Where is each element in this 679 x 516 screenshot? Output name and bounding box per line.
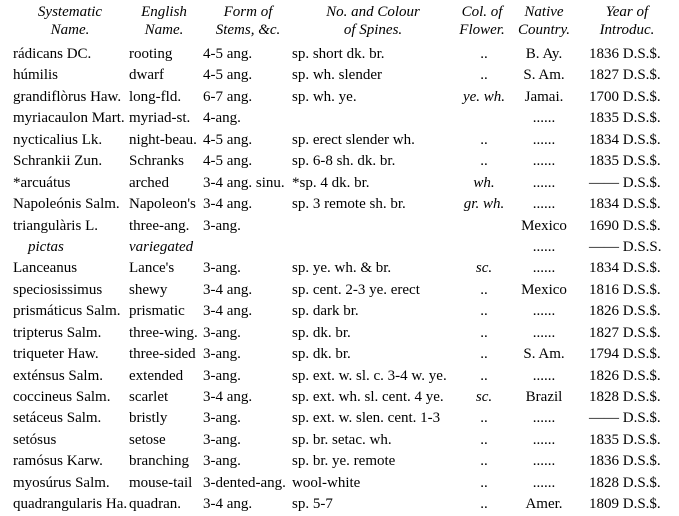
header-line: Stems, &c. [215, 22, 281, 38]
systematic-name-cell: setósus [13, 431, 57, 448]
english-name-cell: Napoleon's [129, 196, 196, 213]
english-name-cell: shewy [129, 281, 168, 298]
native-country-cell: ...... [532, 367, 556, 384]
native-country-cell: ...... [532, 131, 556, 148]
stem-form-cell: 3-ang. [203, 410, 241, 427]
flower-colour-cell: .. [480, 367, 488, 384]
systematic-name-cell: tripterus Salm. [13, 324, 102, 341]
table-row [0, 344, 679, 365]
spines-cell: *sp. 4 dk. br. [292, 174, 370, 191]
flower-colour-cell: sc. [475, 260, 493, 277]
year-introduced-cell: 1834 D.S.$. [589, 131, 661, 148]
header-line: Native [524, 4, 564, 20]
stem-form-cell: 3-ang. [203, 431, 241, 448]
spines-cell: sp. br. setac. wh. [292, 431, 392, 448]
year-introduced-cell: 1835 D.S.$. [589, 431, 661, 448]
native-country-cell: S. Am. [523, 67, 565, 84]
stem-form-cell: 4-5 ang. [203, 46, 253, 62]
systematic-name-cell: setáceus Salm. [13, 410, 102, 427]
year-introduced-cell: 1816 D.S.$. [589, 281, 661, 298]
year-introduced-cell: 1835 D.S.$. [589, 110, 661, 127]
systematic-name-cell: Napoleónis Salm. [13, 196, 120, 213]
year-introduced-cell: 1827 D.S.$. [589, 324, 661, 341]
table-header [0, 0, 679, 44]
header-line: Flower. [459, 22, 505, 38]
systematic-name-cell: speciosissimus [13, 281, 103, 298]
native-country-cell: ...... [532, 174, 556, 191]
year-introduced-cell: 1834 D.S.$. [589, 196, 661, 213]
header-line: Year of [605, 4, 649, 20]
native-country-cell: ...... [532, 110, 556, 127]
native-country-cell: Jamai. [524, 88, 564, 105]
header-line: Systematic [37, 4, 103, 20]
spines-cell: sp. erect slender wh. [292, 131, 415, 148]
native-country-cell: ...... [532, 238, 556, 255]
year-introduced-cell: —— D.S.S. [589, 238, 662, 255]
stem-form-cell: 3-ang. [203, 346, 241, 363]
flower-colour-cell: .. [480, 153, 488, 170]
header-line: Form of [223, 4, 273, 20]
flower-colour-cell: .. [480, 496, 488, 513]
table-row [0, 216, 679, 237]
systematic-name-cell: coccineus Salm. [13, 389, 111, 405]
spines-cell: sp. ext. wh. sl. cent. 4 ye. [292, 389, 444, 405]
table-row [0, 387, 679, 408]
flower-colour-cell: .. [480, 281, 488, 298]
systematic-name-cell: pictas [28, 238, 64, 255]
table-body [0, 44, 679, 516]
stem-form-cell: 4-5 ang. [203, 67, 253, 84]
table-row [0, 44, 679, 65]
stem-form-cell: 3-4 ang. sinu. [203, 174, 285, 191]
systematic-name-cell: prismáticus Salm. [13, 303, 121, 320]
english-name-cell: scarlet [129, 389, 169, 405]
header-line: Introduc. [599, 22, 655, 38]
year-introduced-cell: 1690 D.S.$. [589, 217, 661, 234]
header-line: Country. [517, 22, 571, 38]
year-introduced-cell: 1827 D.S.$. [589, 67, 661, 84]
table-row [0, 173, 679, 194]
systematic-name-cell: Schrankii Zun. [13, 153, 103, 170]
english-name-cell: myriad-st. [129, 110, 191, 127]
year-introduced-cell: 1794 D.S.$. [589, 346, 661, 363]
table-row [0, 237, 679, 258]
english-name-cell: mouse-tail [129, 474, 193, 491]
native-country-cell: Amer. [525, 496, 563, 513]
year-introduced-cell: —— D.S.$. [589, 174, 661, 191]
native-country-cell: Mexico [521, 281, 567, 298]
native-country-cell: ...... [532, 453, 556, 470]
native-country-cell: ...... [532, 260, 556, 277]
native-country-cell: S. Am. [523, 346, 565, 363]
stem-form-cell: 4-5 ang. [203, 131, 253, 148]
header-native-country [511, 3, 577, 39]
stem-form-cell: 3-ang. [203, 217, 241, 234]
flower-colour-cell: .. [480, 303, 488, 320]
year-introduced-cell: 1836 D.S.$. [589, 453, 661, 470]
native-country-cell: ...... [532, 196, 556, 213]
native-country-cell: ...... [532, 324, 556, 341]
header-english-name [134, 3, 194, 39]
header-line: No. and Colour [326, 4, 420, 20]
stem-form-cell: 3-4 ang. [203, 303, 253, 320]
table-row [0, 473, 679, 494]
header-year-introduced [592, 3, 662, 39]
english-name-cell: setose [129, 431, 166, 448]
native-country-cell: ...... [532, 431, 556, 448]
systematic-name-cell: rádicans DC. [13, 46, 92, 62]
spines-cell: sp. dk. br. [292, 346, 351, 363]
flower-colour-cell: .. [480, 67, 488, 84]
english-name-cell: extended [129, 367, 184, 384]
native-country-cell: ...... [532, 303, 556, 320]
spines-cell: sp. wh. slender [292, 67, 382, 84]
systematic-name-cell: myriacaulon Mart. [13, 110, 125, 127]
table-row [0, 87, 679, 108]
table-row [0, 280, 679, 301]
table-row [0, 323, 679, 344]
english-name-cell: variegated [129, 238, 194, 255]
header-form-of-stems [212, 3, 284, 39]
flower-colour-cell: .. [480, 131, 488, 148]
native-country-cell: Mexico [521, 217, 567, 234]
systematic-name-cell: triqueter Haw. [13, 346, 99, 363]
table-row [0, 151, 679, 172]
header-line: Name. [50, 22, 90, 38]
english-name-cell: three-wing. [129, 324, 198, 341]
year-introduced-cell: 1835 D.S.$. [589, 153, 661, 170]
header-systematic-name [30, 3, 110, 39]
table-row [0, 494, 679, 515]
native-country-cell: ...... [532, 410, 556, 427]
systematic-name-cell: húmilis [13, 67, 59, 84]
year-introduced-cell: —— D.S.$. [589, 410, 661, 427]
table-row [0, 451, 679, 472]
table-row [0, 194, 679, 215]
year-introduced-cell: 1826 D.S.$. [589, 303, 661, 320]
year-introduced-cell: 1826 D.S.$. [589, 367, 661, 384]
stem-form-cell: 3-4 ang. [203, 389, 253, 405]
systematic-name-cell: grandiflòrus Haw. [13, 88, 122, 105]
flower-colour-cell: sc. [475, 389, 493, 405]
english-name-cell: quadran. [129, 496, 182, 513]
systematic-name-cell: nycticalius Lk. [13, 131, 103, 148]
spines-cell: sp. 3 remote sh. br. [292, 196, 406, 213]
native-country-cell: ...... [532, 153, 556, 170]
table-row [0, 108, 679, 129]
spines-cell: sp. dark br. [292, 303, 359, 320]
flower-colour-cell: .. [480, 453, 488, 470]
table-row [0, 366, 679, 387]
stem-form-cell: 6-7 ang. [203, 88, 253, 105]
english-name-cell: arched [129, 174, 169, 191]
stem-form-cell: 3-dented-ang. [203, 474, 286, 491]
spines-cell: sp. short dk. br. [292, 46, 385, 62]
year-introduced-cell: 1828 D.S.$. [589, 474, 661, 491]
table-row [0, 301, 679, 322]
stem-form-cell: 3-ang. [203, 260, 241, 277]
native-country-cell: Brazil [525, 389, 563, 405]
english-name-cell: branching [129, 453, 189, 470]
stem-form-cell: 3-ang. [203, 453, 241, 470]
systematic-name-cell: quadrangularis Ha. [13, 496, 128, 513]
table-row [0, 130, 679, 151]
flower-colour-cell: .. [480, 474, 488, 491]
spines-cell: wool-white [292, 474, 361, 491]
flower-colour-cell: .. [480, 410, 488, 427]
table-row [0, 65, 679, 86]
table-row [0, 408, 679, 429]
spines-cell: sp. dk. br. [292, 324, 351, 341]
spines-cell: sp. ext. w. sl. c. 3-4 w. ye. [292, 367, 447, 384]
native-country-cell: B. Ay. [525, 46, 563, 62]
header-line: Col. of [461, 4, 503, 20]
english-name-cell: long-fld. [129, 88, 182, 105]
flower-colour-cell: wh. [473, 174, 495, 191]
header-flower-colour [452, 3, 512, 39]
year-introduced-cell: 1836 D.S.$. [589, 46, 661, 62]
header-line: of Spines. [343, 22, 403, 38]
spines-cell: sp. br. ye. remote [292, 453, 396, 470]
english-name-cell: dwarf [129, 67, 164, 84]
english-name-cell: three-sided [129, 346, 196, 363]
english-name-cell: prismatic [129, 303, 185, 320]
english-name-cell: night-beau. [129, 131, 197, 148]
systematic-name-cell: triangulàris L. [13, 217, 98, 234]
spines-cell: sp. cent. 2-3 ye. erect [292, 281, 420, 298]
systematic-name-cell: ramósus Karw. [13, 453, 103, 470]
english-name-cell: Schranks [129, 153, 184, 170]
flower-colour-cell: .. [480, 46, 488, 62]
spines-cell: sp. ye. wh. & br. [292, 260, 392, 277]
year-introduced-cell: 1834 D.S.$. [589, 260, 661, 277]
stem-form-cell: 3-ang. [203, 367, 241, 384]
flower-colour-cell: ye. wh. [462, 88, 506, 105]
flower-colour-cell: gr. wh. [463, 196, 505, 213]
header-spines [318, 3, 428, 39]
stem-form-cell: 4-5 ang. [203, 153, 253, 170]
spines-cell: sp. ext. w. slen. cent. 1-3 [292, 410, 441, 427]
english-name-cell: three-ang. [129, 217, 190, 234]
header-line: Name. [144, 22, 184, 38]
flower-colour-cell: .. [480, 346, 488, 363]
stem-form-cell: 3-4 ang. [203, 196, 253, 213]
spines-cell: sp. wh. ye. [292, 88, 357, 105]
english-name-cell: bristly [129, 410, 168, 427]
stem-form-cell: 3-4 ang. [203, 281, 253, 298]
systematic-name-cell: Lanceanus [13, 260, 78, 277]
spines-cell: sp. 5-7 [292, 496, 333, 513]
flower-colour-cell: .. [480, 324, 488, 341]
header-line: English [141, 4, 187, 20]
native-country-cell: ...... [532, 474, 556, 491]
systematic-name-cell: exténsus Salm. [13, 367, 103, 384]
english-name-cell: Lance's [129, 260, 175, 277]
year-introduced-cell: 1700 D.S.$. [589, 88, 661, 105]
table-row [0, 430, 679, 451]
english-name-cell: rooting [129, 46, 173, 62]
systematic-name-cell: myosúrus Salm. [13, 474, 110, 491]
systematic-name-cell: *arcuátus [13, 174, 71, 191]
spines-cell: sp. 6-8 sh. dk. br. [292, 153, 396, 170]
stem-form-cell: 3-4 ang. [203, 496, 253, 513]
table-row [0, 258, 679, 279]
stem-form-cell: 4-ang. [203, 110, 241, 127]
stem-form-cell: 3-ang. [203, 324, 241, 341]
year-introduced-cell: 1828 D.S.$. [589, 389, 661, 405]
year-introduced-cell: 1809 D.S.$. [589, 496, 661, 513]
flower-colour-cell: .. [480, 431, 488, 448]
